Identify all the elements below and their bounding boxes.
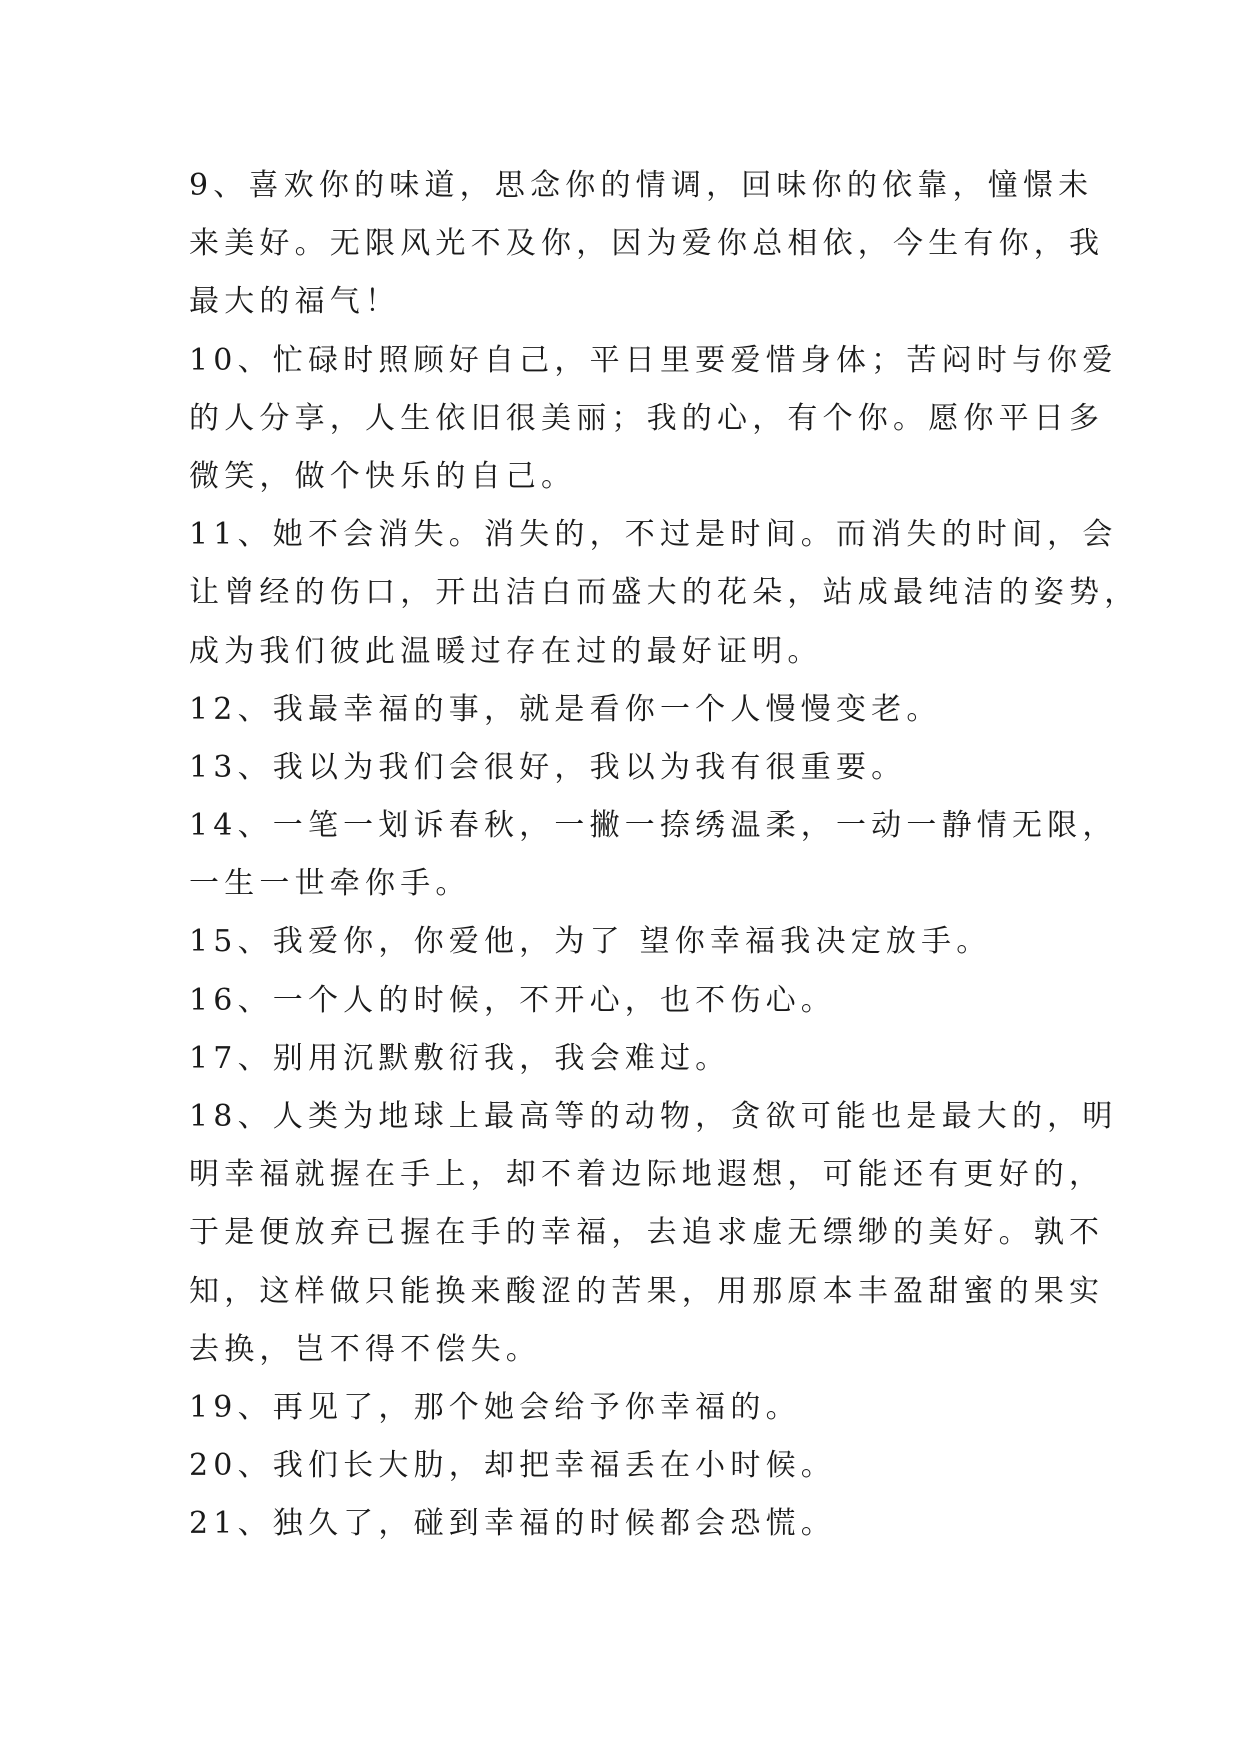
text-line: 明幸福就握在手上，却不着边际地遐想，可能还有更好的，	[189, 1157, 1105, 1193]
text-line: 15、我爱你，你爱他，为了 望你幸福我决定放手。	[189, 924, 992, 960]
text-line: 14、一笔一划诉春秋，一撇一捺绣温柔，一动一静情无限，	[189, 808, 1118, 844]
text-line: 的人分享，人生依旧很美丽；我的心，有个你。愿你平日多	[189, 400, 1105, 436]
text-line: 于是便放弃已握在手的幸福，去追求虚无缥缈的美好。孰不	[189, 1215, 1105, 1251]
text-line: 10、忙碌时照顾好自己，平日里要爱惜身体；苦闷时与你爱	[189, 342, 1118, 378]
text-line: 19、再见了，那个她会给予你幸福的。	[189, 1389, 801, 1425]
text-line: 18、人类为地球上最高等的动物，贪欲可能也是最大的，明	[189, 1099, 1118, 1134]
document-body	[189, 157, 1140, 1554]
text-line: 21、独久了，碰到幸福的时候都会恐慌。	[189, 1506, 836, 1542]
text-line: 9、喜欢你的味道，思念你的情调，回味你的依靠，憧憬未	[189, 168, 1094, 203]
text-line: 让曾经的伤口，开出洁白而盛大的花朵，站成最纯洁的姿势，	[189, 575, 1140, 611]
text-line: 11、她不会消失。消失的，不过是时间。而消失的时间，会	[189, 517, 1118, 553]
text-line: 13、我以为我们会很好，我以为我有很重要。	[189, 749, 907, 785]
text-line: 微笑，做个快乐的自己。	[189, 458, 577, 494]
text-line: 一生一世牵你手。	[189, 866, 471, 902]
text-line: 成为我们彼此温暖过存在过的最好证明。	[189, 633, 823, 669]
text-line: 最大的福气！	[189, 284, 401, 320]
text-line: 17、别用沉默敷衍我，我会难过。	[189, 1040, 731, 1076]
text-line: 12、我最幸福的事，就是看你一个人慢慢变老。	[189, 691, 942, 727]
text-line: 16、一个人的时候，不开心，也不伤心。	[189, 982, 836, 1018]
text-line: 知，这样做只能换来酸涩的苦果，用那原本丰盈甜蜜的果实	[189, 1273, 1105, 1309]
text-line: 20、我们长大肋，却把幸福丢在小时候。	[189, 1448, 836, 1484]
text-line: 去换，岂不得不偿失。	[189, 1331, 541, 1367]
text-line: 来美好。无限风光不及你，因为爱你总相依，今生有你，我	[189, 226, 1105, 262]
